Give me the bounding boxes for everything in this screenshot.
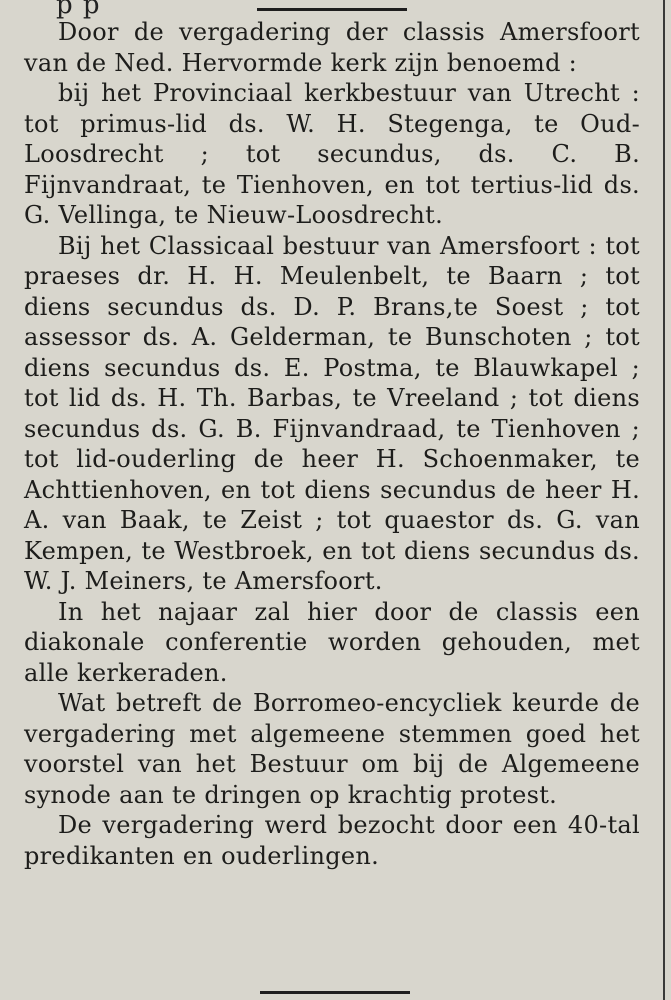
paragraph-intro: Door de vergadering der classis Amersfoort van de Ned. Hervormde kerk zijn benoemd :: [24, 18, 640, 77]
cut-off-heading: p p: [56, 0, 101, 20]
column-border: [663, 0, 665, 1000]
top-divider-rule: [257, 8, 407, 11]
paragraph-attendance: De vergadering werd bezocht door een 40-tal predikanten en ouderlingen.: [24, 811, 640, 870]
paragraph-classicaal: Bij het Classicaal bestuur van Amersfoort : tot praeses dr. H. H. Meulenbelt, te Baarn ; tot diens secundus ds. D. P. Brans,te Soest ; tot assessor ds. A. Gelderman, te Bunschoten ; tot diens secundus ds. E. Postma, te Blauwkapel ; tot lid ds. H. Th. Barbas, te Vreeland ; tot diens secundus ds. G. B. Fijnvandraad, te Tienhoven ; tot lid-ouderling de heer H. Schoenmaker, te Achttienhoven, en tot diens secundus de heer H. A. van Baak, te Zeist ; tot quaestor ds. G. van Kempen, te Westbroek, en tot diens secundus ds. W. J. Meiners, te Amersfoort.: [24, 231, 640, 595]
paragraph-provinciaal: bij het Provinciaal kerkbestuur van Utrecht : tot primus-lid ds. W. H. Stegenga, te Oud-Loosdrecht ; tot secundus, ds. C. B. Fijnvandraat, te Tienhoven, en tot tertius-lid ds. G. Vellinga, te Nieuw-Loosdrecht.: [24, 79, 640, 229]
article-body: [24, 17, 640, 871]
bottom-divider-rule: [260, 991, 410, 994]
paragraph-encycliek: Wat betreft de Borromeo-encycliek keurde de vergadering met algemeene stemmen goed het voorstel van het Bestuur om bij de Algemeene synode aan te dringen op krachtig protest.: [24, 689, 640, 809]
paragraph-conferentie: In het najaar zal hier door de classis een diakonale conferentie worden gehouden, met alle kerkeraden.: [24, 597, 640, 687]
